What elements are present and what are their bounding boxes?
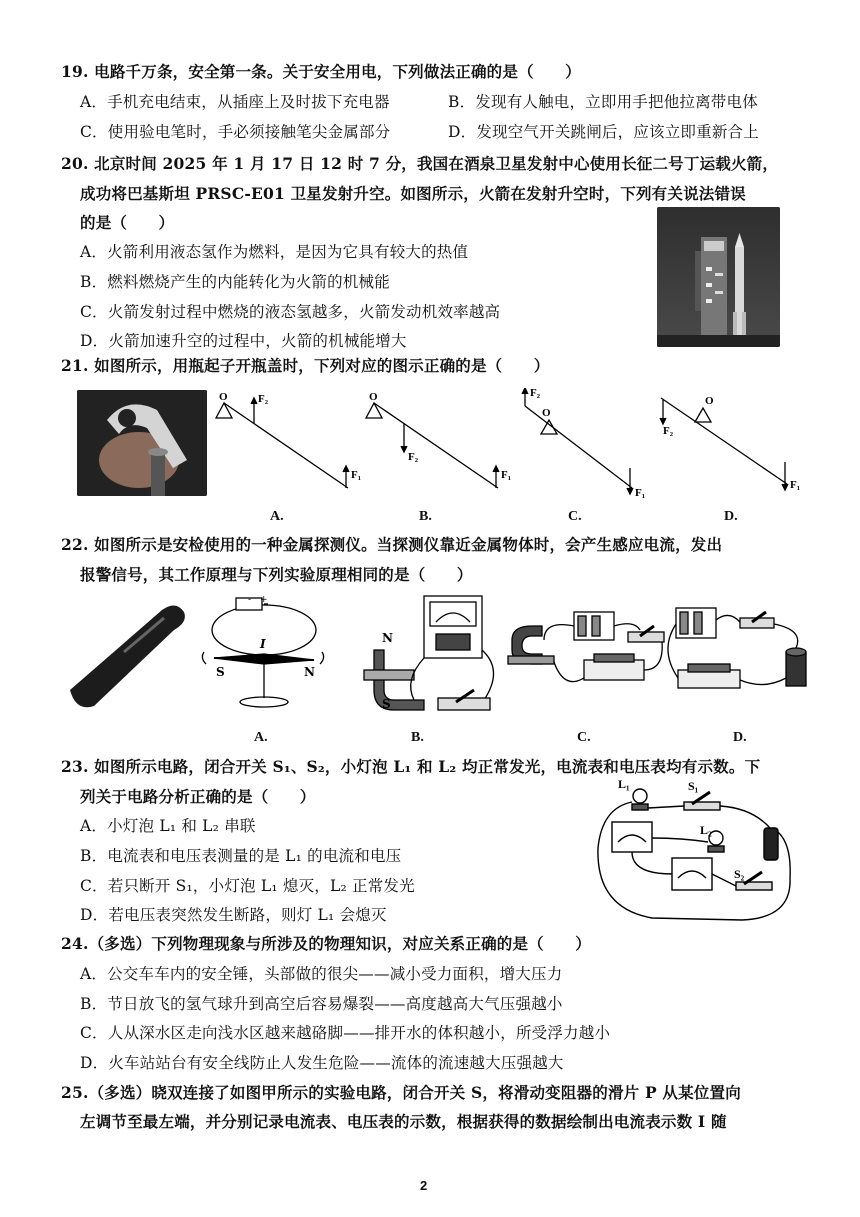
page-number: 2 <box>420 1178 428 1193</box>
lever-diagrams <box>212 388 812 500</box>
lever-c-f1: F₁ <box>635 487 646 499</box>
q20-option-d: D．火箭加速升空的过程中，火箭的机械能增大 <box>80 332 407 350</box>
q19-stem: 19. 电路千万条，安全第一条。关于安全用电，下列做法正确的是（ ） <box>61 62 581 81</box>
lever-d-f2: F₂ <box>663 425 674 437</box>
q19-option-b: B．发现有人触电，立即用手把他拉离带电体 <box>448 93 758 111</box>
lever-d-pivot: O <box>705 395 714 407</box>
lever-b-f1: F₁ <box>501 469 512 481</box>
q24-option-b: B．节日放飞的氢气球升到高空后容易爆裂——高度越高大气压强越小 <box>80 995 563 1013</box>
lever-a-f2: F₂ <box>258 393 269 405</box>
lever-diagram-c <box>522 388 645 499</box>
q19-option-c: C．使用验电笔时，手必须接触笔尖金属部分 <box>80 123 391 141</box>
lever-c-f2: F₂ <box>530 388 541 399</box>
lever-a-pivot: O <box>219 391 228 403</box>
circuit-l2: L₂ <box>700 823 712 837</box>
q25-line2: 左调节至最左端，并分别记录电流表、电压表的示数，根据获得的数据绘制出电流表示数 I 随 <box>80 1112 727 1131</box>
q25-line1: 25.（多选）晓双连接了如图甲所示的实验电路，闭合开关 S，将滑动变阻器的滑片 P 从某位置向 <box>61 1083 741 1102</box>
bottle-opener-image <box>77 390 207 496</box>
lever-d-f1: F₁ <box>790 479 801 491</box>
experiment-b-figure <box>364 596 494 711</box>
q23-option-c: C．若只断开 S₁，小灯泡 L₁ 熄灭，L₂ 正常发光 <box>80 877 415 895</box>
q22-stem-line2: 报警信号，其工作原理与下列实验原理相同的是（ ） <box>80 565 473 584</box>
experiment-a-south: S <box>216 665 225 679</box>
lever-b-pivot: O <box>369 391 378 403</box>
q24-option-d: D．火车站站台有安全线防止人发生危险——流体的流速越大压强越大 <box>80 1054 564 1072</box>
q21-label-b: B. <box>419 509 432 524</box>
circuit-s1: S₁ <box>688 779 699 793</box>
q24-option-a: A．公交车车内的安全锤，头部做的很尖——减小受力面积，增大压力 <box>80 965 563 983</box>
experiment-a-figure <box>202 595 323 707</box>
lever-b-f2: F₂ <box>408 451 419 463</box>
q19-option-d: D．发现空气开关跳闸后，应该立即重新合上 <box>448 123 759 141</box>
q20-option-c: C．火箭发射过程中燃烧的液态氢越多，火箭发动机效率越高 <box>80 303 501 321</box>
svg-text:-: - <box>248 595 252 605</box>
svg-text:+: + <box>260 595 268 605</box>
q24-option-c: C．人从深水区走向浅水区越来越硌脚——排开水的体积越小，所受浮力越小 <box>80 1024 611 1042</box>
experiment-a-north: N <box>304 665 315 679</box>
q22-label-d: D. <box>733 730 747 745</box>
q21-stem: 21. 如图所示，用瓶起子开瓶盖时，下列对应的图示正确的是（ ） <box>61 356 550 375</box>
experiment-b-south: S <box>382 697 391 711</box>
bottle-opener-photo <box>77 390 207 496</box>
experiment-a-current: I <box>260 637 266 651</box>
q23-option-b: B．电流表和电压表测量的是 L₁ 的电流和电压 <box>80 847 402 865</box>
q22-label-c: C. <box>577 730 591 745</box>
q23-stem-line2: 列关于电路分析正确的是（ ） <box>80 787 316 806</box>
metal-detector-image <box>70 605 185 707</box>
lever-diagram-b <box>366 391 511 488</box>
q19-option-a: A．手机充电结束，从插座上及时拔下充电器 <box>80 93 390 111</box>
q23-option-a: A．小灯泡 L₁ 和 L₂ 串联 <box>80 817 256 835</box>
q22-stem-line1: 22. 如图所示是安检使用的一种金属探测仪。当探测仪靠近金属物体时，会产生感应电流，发出 <box>61 535 723 554</box>
lever-c-pivot: O <box>542 407 551 419</box>
q20-stem-line1: 20. 北京时间 2025 年 1 月 17 日 12 时 7 分，我国在酒泉卫星发射中心使用长征二号丁运载火箭， <box>61 154 779 173</box>
q22-label-a: A. <box>254 730 268 745</box>
q23-stem-line1: 23. 如图所示电路，闭合开关 S₁、S₂，小灯泡 L₁ 和 L₂ 均正常发光，电流表和电压表均有示数。下 <box>61 757 761 776</box>
lever-diagram-a <box>216 391 361 488</box>
q21-label-d: D. <box>724 509 738 524</box>
circuit-l1: L₁ <box>618 778 630 791</box>
q20-option-b: B．燃料燃烧产生的内能转化为火箭的机械能 <box>80 273 390 291</box>
experiment-b-north: N <box>382 631 393 645</box>
experiment-d-figure <box>668 608 806 688</box>
q20-stem-line3: 的是（ ） <box>80 213 175 232</box>
q20-stem-line2: 成功将巴基斯坦 PRSC-E01 卫星发射升空。如图所示，火箭在发射升空时，下列有关说法错误 <box>80 184 746 203</box>
rocket-launch-photo <box>657 207 780 347</box>
q22-figures <box>64 590 814 722</box>
q21-label-c: C. <box>568 509 582 524</box>
q20-option-a: A．火箭利用液态氢作为燃料，是因为它具有较大的热值 <box>80 243 469 261</box>
experiment-c-figure <box>508 612 664 682</box>
circuit-s2: S₂ <box>734 867 745 881</box>
q22-label-b: B. <box>411 730 424 745</box>
rocket-launch-image <box>657 207 780 347</box>
lever-diagram-d <box>660 395 800 491</box>
q24-stem: 24.（多选）下列物理现象与所涉及的物理知识，对应关系正确的是（ ） <box>61 934 591 953</box>
q23-circuit-figure <box>592 778 802 928</box>
q21-label-a: A. <box>270 509 284 524</box>
q23-option-d: D．若电压表突然发生断路，则灯 L₁ 会熄灭 <box>80 906 387 924</box>
lever-a-f1: F₁ <box>351 469 362 481</box>
